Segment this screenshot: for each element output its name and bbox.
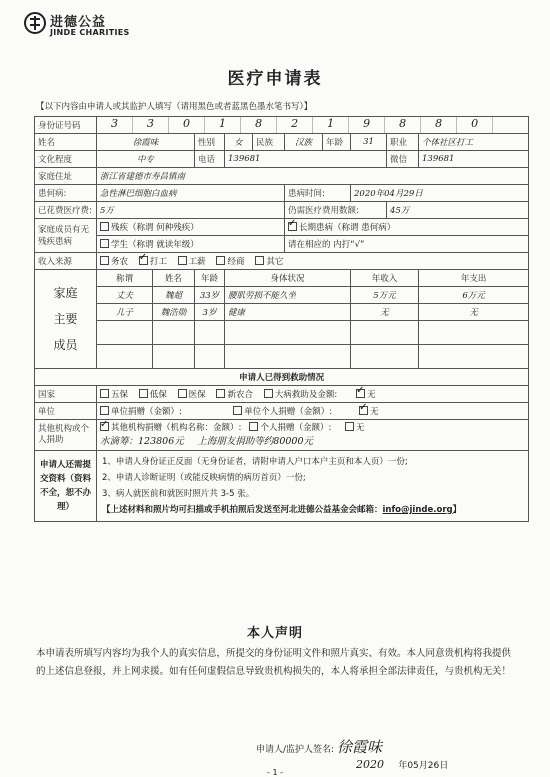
disabled-option[interactable]	[97, 219, 285, 236]
other-org-aid	[97, 420, 529, 451]
email-link[interactable]: info@jinde.org	[382, 505, 453, 515]
country-label: 国家	[35, 386, 97, 403]
page-number: - 1 -	[267, 768, 283, 777]
signature-label: 申请人/监护人签名:	[256, 745, 335, 755]
member-relation[interactable]: 丈夫	[97, 287, 153, 304]
wechat-field[interactable]: 139681	[419, 151, 529, 168]
other-org-row	[35, 420, 529, 451]
member-income[interactable]: 5万元	[351, 287, 419, 304]
org-donate-checkbox[interactable]	[100, 422, 109, 431]
id-digit: 3	[133, 117, 169, 133]
student-label: 学生（称谓 就读年级）	[111, 240, 199, 250]
aid-header: 申请人已得到救助情况	[35, 369, 529, 386]
attachment-item: 1、申请人身份证正反面（无身份证者，请附申请人户口本户主页和本人页）一份;	[102, 457, 408, 467]
member-name[interactable]	[153, 321, 195, 345]
diagnosis-time-label: 患病时间:	[285, 185, 351, 202]
gender-field[interactable]: 女	[225, 134, 253, 151]
illness-label: 患何病:	[35, 185, 97, 202]
member-age[interactable]	[195, 321, 225, 345]
signature-field[interactable]: 徐霞味	[336, 738, 382, 756]
name-row	[35, 134, 529, 151]
country-none-label: 无	[367, 390, 376, 400]
job-field[interactable]: 个体社区打工	[419, 134, 529, 151]
unit-aid-options	[97, 403, 529, 420]
phone-label: 电话	[195, 151, 225, 168]
disabled-checkbox[interactable]	[100, 222, 109, 231]
declaration-body: 本申请表所填写内容均为我个人的真实信息，所提交的身份证明文件和照片真实、有效。本人同意贵机构将我提供的上述信息登报，并上网求援。如有任何虚假信息导致贵机构损失的，本人将承担全部法律责任，与贵机构无关！	[36, 648, 512, 677]
id-digit: 8	[385, 117, 421, 133]
other-none-checkbox[interactable]	[345, 422, 354, 431]
form-instructions: 【以下内容由申请人或其监护人填写（请用黑色或者蓝黑色墨水笔书写）】	[36, 102, 313, 112]
business-checkbox[interactable]	[216, 256, 225, 265]
id-digit: 3	[97, 117, 133, 133]
col-relation: 称谓	[97, 270, 153, 287]
member-health[interactable]: 健康	[225, 304, 351, 321]
id-digit: 8	[421, 117, 457, 133]
wubao-label: 五保	[111, 390, 129, 400]
id-row	[35, 117, 529, 134]
date-year[interactable]: 2020	[356, 758, 384, 771]
yibao-label: 医保	[188, 390, 206, 400]
attachment-note-text: 【上述材料和照片均可扫描或手机拍照后发送至河北进德公益基金会邮箱：	[102, 505, 383, 515]
work-checkbox[interactable]	[139, 256, 148, 265]
income-source-label: 收入来源	[35, 253, 97, 270]
unit-personal-label: 单位个人捐赠（金额）:	[244, 407, 333, 417]
age-label: 年龄	[323, 134, 351, 151]
country-none-checkbox[interactable]	[356, 389, 365, 398]
country-aid-row	[35, 386, 529, 403]
member-expense[interactable]: 6万元	[419, 287, 529, 304]
id-number-field[interactable]	[97, 117, 529, 134]
member-age[interactable]: 33岁	[195, 287, 225, 304]
personal-donate-amount[interactable]: 上海朋友捐助等约80000元	[197, 435, 314, 447]
col-age: 年龄	[195, 270, 225, 287]
family-members-label: 家庭主要成员	[35, 270, 97, 369]
member-health[interactable]: 腰肌劳损不能久坐	[225, 287, 351, 304]
id-digit: 8	[241, 117, 277, 133]
family-header-row	[35, 270, 529, 287]
member-income[interactable]	[351, 345, 419, 369]
member-relation[interactable]	[97, 321, 153, 345]
id-digit: 0	[169, 117, 205, 133]
member-relation[interactable]: 儿子	[97, 304, 153, 321]
table-row	[35, 287, 529, 304]
education-field[interactable]: 中专	[97, 151, 195, 168]
address-row	[35, 168, 529, 185]
member-relation[interactable]	[97, 345, 153, 369]
chronic-option[interactable]	[285, 219, 529, 236]
wechat-label: 微信	[387, 151, 419, 168]
attachments-list	[97, 451, 529, 522]
member-name[interactable]	[153, 345, 195, 369]
nonghe-checkbox[interactable]	[216, 389, 225, 398]
phone-field[interactable]: 139681	[225, 151, 387, 168]
id-digit	[493, 117, 528, 133]
id-digit: 1	[313, 117, 349, 133]
unit-label: 单位	[35, 403, 97, 420]
other-income-checkbox[interactable]	[255, 256, 264, 265]
dabing-checkbox[interactable]	[264, 389, 273, 398]
unit-donate-label: 单位捐赠（金额）:	[111, 407, 182, 417]
address-field[interactable]: 浙江省建德市寿昌镇南	[97, 168, 529, 185]
attachment-note-end: 】	[452, 505, 462, 515]
work-label: 打工	[149, 257, 167, 267]
unit-donate-checkbox[interactable]	[100, 406, 109, 415]
id-digit: 9	[349, 117, 385, 133]
spent-label: 已花费医疗费:	[35, 202, 97, 219]
education-label: 文化程度	[35, 151, 97, 168]
attachment-item: 2、申请人诊断证明（或能反映病情的病历首页）一份;	[102, 473, 306, 483]
declaration-title: 本人声明	[246, 626, 303, 641]
other-income-label: 其它	[266, 257, 284, 267]
member-income[interactable]	[351, 321, 419, 345]
member-income[interactable]: 无	[351, 304, 419, 321]
gender-label: 性别	[195, 134, 225, 151]
income-source-row	[35, 253, 529, 270]
unit-personal-checkbox[interactable]	[233, 406, 242, 415]
table-row	[35, 345, 529, 369]
unit-none-label: 无	[370, 407, 379, 417]
address-label: 家庭住址	[35, 168, 97, 185]
col-health: 身体状况	[225, 270, 351, 287]
chronic-checkbox[interactable]	[288, 222, 297, 231]
col-name: 姓名	[153, 270, 195, 287]
family-sick-row-2	[35, 236, 529, 253]
org-donate-label: 其他机构捐赠（机构名称：金额）:	[111, 422, 242, 433]
table-row	[35, 321, 529, 345]
unit-none-checkbox[interactable]	[359, 406, 368, 415]
age-field[interactable]: 31	[351, 134, 387, 151]
student-checkbox[interactable]	[100, 239, 109, 248]
dibao-checkbox[interactable]	[139, 389, 148, 398]
date-rest[interactable]: 年05月26日	[398, 761, 449, 771]
spent-field[interactable]: 5万	[97, 202, 285, 219]
business-label: 经商	[227, 257, 245, 267]
id-digit: 2	[277, 117, 313, 133]
jinde-logo-icon	[24, 12, 46, 34]
org-logo	[24, 10, 184, 44]
org-name-en: JINDE CHARITIES	[50, 28, 130, 37]
diagnosis-time-field[interactable]: 2020年04月29日	[351, 185, 529, 202]
nonghe-label: 新农合	[227, 390, 253, 400]
tick-hint: 请在相应的 内打“√”	[285, 236, 529, 253]
org-donate-amount[interactable]: 水滴筹：123806元	[100, 435, 184, 447]
member-expense[interactable]: 无	[419, 304, 529, 321]
personal-donate-checkbox[interactable]	[249, 422, 258, 431]
chronic-label: 长期患病（称谓 患何病）	[299, 223, 396, 233]
personal-donate-label: 个人捐赠（金额）:	[260, 422, 332, 433]
org-name-cn: 进德公益	[50, 15, 107, 30]
illness-field[interactable]: 急性淋巴细胞白血病	[97, 185, 285, 202]
member-expense[interactable]	[419, 345, 529, 369]
dibao-label: 低保	[149, 390, 167, 400]
aid-section-header	[35, 369, 529, 386]
other-org-label: 其他机构或个人捐助	[35, 420, 97, 451]
family-sick-row-1	[35, 219, 529, 236]
id-digit: 1	[205, 117, 241, 133]
education-row	[35, 151, 529, 168]
other-none-label: 无	[355, 422, 365, 433]
attachments-row	[35, 451, 529, 522]
col-income: 年收入	[351, 270, 419, 287]
disabled-label: 残疾（称谓 何种残疾）	[111, 223, 199, 233]
family-sick-label: 家庭成员有无残疾患病	[35, 219, 97, 253]
signature-line	[256, 736, 382, 757]
farm-label: 务农	[111, 257, 129, 267]
id-label: 身份证号码	[35, 117, 97, 134]
name-label: 姓名	[35, 134, 97, 151]
salary-checkbox[interactable]	[178, 256, 187, 265]
ethnicity-field[interactable]: 汉族	[285, 134, 323, 151]
salary-label: 工薪	[188, 257, 206, 267]
dabing-label: 大病救助及金额:	[274, 390, 338, 400]
col-expense: 年支出	[419, 270, 529, 287]
member-expense[interactable]	[419, 321, 529, 345]
member-age[interactable]	[195, 345, 225, 369]
member-health[interactable]	[225, 321, 351, 345]
form-title: 医疗申请表	[227, 69, 323, 89]
illness-row	[35, 185, 529, 202]
attachments-label: 申请人还需提交资料（资料不全，恕不办理）	[35, 451, 97, 522]
job-label: 职业	[387, 134, 419, 151]
table-row	[35, 304, 529, 321]
unit-aid-row	[35, 403, 529, 420]
cost-row	[35, 202, 529, 219]
attachment-note	[102, 502, 523, 518]
name-field[interactable]: 徐霞味	[97, 134, 195, 151]
income-source-options	[97, 253, 529, 270]
id-digit: 0	[457, 117, 493, 133]
country-aid-options	[97, 386, 529, 403]
need-label: 仍需医疗费用数额:	[285, 202, 387, 219]
application-table	[34, 116, 529, 522]
yibao-checkbox[interactable]	[178, 389, 187, 398]
ethnicity-label: 民族	[253, 134, 285, 151]
student-option[interactable]	[97, 236, 285, 253]
farm-checkbox[interactable]	[100, 256, 109, 265]
member-name[interactable]: 魏浩勋	[153, 304, 195, 321]
attachment-item: 3、病人就医前和就医时照片共 3-5 张。	[102, 489, 255, 499]
need-field[interactable]: 45万	[387, 202, 529, 219]
wubao-checkbox[interactable]	[100, 389, 109, 398]
member-health[interactable]	[225, 345, 351, 369]
member-age[interactable]: 3岁	[195, 304, 225, 321]
member-name[interactable]: 魏超	[153, 287, 195, 304]
